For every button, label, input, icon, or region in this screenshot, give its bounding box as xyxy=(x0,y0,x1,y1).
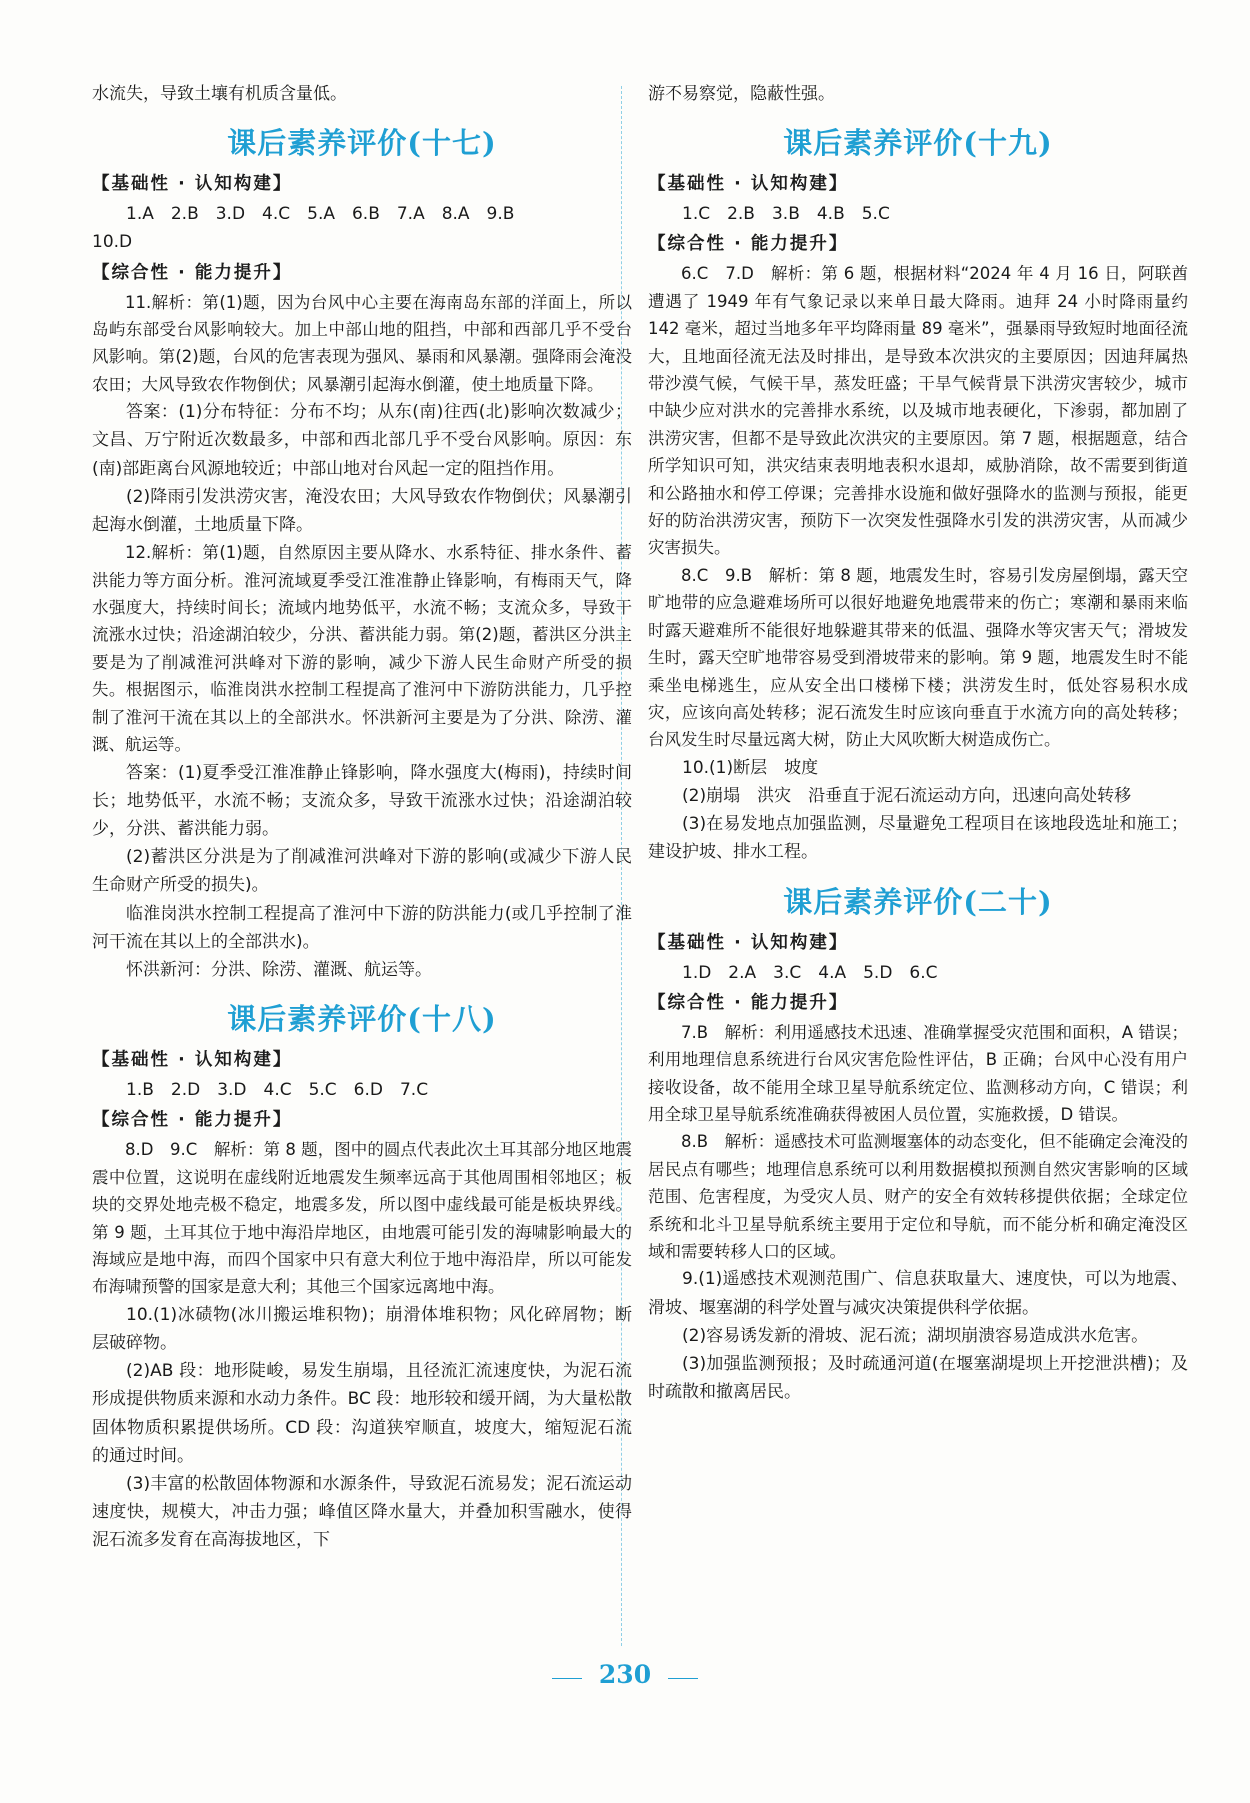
q12-answer-3: 临淮岗洪水控制工程提高了淮河中下游的防洪能力(或几乎控制了淮河干流在其以上的全部洪水)。 xyxy=(92,903,632,952)
page-number: 230 xyxy=(598,1660,652,1689)
q12-answer-2: (2)蓄洪区分洪是为了削减淮河洪峰对下游的影响(或减少下游人民生命财产所受的损失)。 xyxy=(92,847,632,896)
basic-answers: 1.C 2.B 3.B 4.B 5.C xyxy=(682,204,890,225)
basic-answers: 1.B 2.D 3.D 4.C 5.C 6.D 7.C xyxy=(126,1080,429,1101)
q10-answer-1: 10.(1)断层 坡度 xyxy=(682,757,819,778)
q9-answer-1: 9.(1)遥感技术观测范围广、信息获取量大、速度快，可以为地震、滑坡、堰塞湖的科学处置与减灾决策提供科学依据。 xyxy=(648,1269,1188,1318)
q9-answer-2: (2)容易诱发新的滑坡、泥石流；湖坝崩溃容易造成洪水危害。 xyxy=(682,1325,1149,1346)
q10-answer-3: (3)丰富的松散固体物源和水源条件，导致泥石流易发；泥石流运动速度快，规模大，冲击力强；峰值区降水量大，并叠加积雪融水，使得泥石流多发育在高海拔地区，下 xyxy=(92,1473,632,1551)
continued-text: 游不易察觉，隐蔽性强。 xyxy=(648,84,835,104)
left-column xyxy=(92,80,632,1555)
comprehensive-label: 【综合性 · 能力提升】 xyxy=(92,1110,293,1131)
basic-answers: 1.D 2.A 3.C 4.A 5.D 6.C xyxy=(682,962,938,983)
basic-label: 【基础性 · 认知构建】 xyxy=(648,932,849,953)
section-title-17: 课后素养评价(十七) xyxy=(227,126,497,161)
section-title-18: 课后素养评价(十八) xyxy=(227,1002,497,1037)
comprehensive-label: 【综合性 · 能力提升】 xyxy=(648,234,849,255)
q10-answer-3: (3)在易发地点加强监测，尽量避免工程项目在该地段选址和施工；建设护坡、排水工程。 xyxy=(648,814,1188,863)
q10-answer-2: (2)崩塌 洪灾 沿垂直于泥石流运动方向，迅速向高处转移 xyxy=(682,785,1132,806)
footer-rule-right xyxy=(668,1678,698,1679)
q11-answer-1: 答案：(1)分布特征：分布不均；从东(南)往西(北)影响次数减少；文昌、万宁附近次数最多，中部和西北部几乎不受台风影响。原因：东(南)部距离台风源地较近；中部山地对台风起一定的阻挡作用。 xyxy=(92,402,632,479)
basic-answers: 1.A 2.B 3.D 4.C 5.A 6.B 7.A 8.A 9.B xyxy=(126,204,515,225)
q9-answer-3: (3)加强监测预报；及时疏通河道(在堰塞湖堤坝上开挖泄洪槽)；及时疏散和撤离居民。 xyxy=(648,1354,1188,1403)
q10-answer-1: 10.(1)冰碛物(冰川搬运堆积物)；崩滑体堆积物；风化碎屑物；断层破碎物。 xyxy=(92,1304,632,1353)
q12-answer-4: 怀洪新河：分洪、除涝、灌溉、航运等。 xyxy=(126,959,432,980)
basic-answers-cont: 10.D xyxy=(92,232,133,253)
page-footer xyxy=(0,1660,1250,1689)
q10-answer-2: (2)AB 段：地形陡峻，易发生崩塌，且径流汇流速度快，为泥石流形成提供物质来源和水动力条件。BC 段：地形较和缓开阔，为大量松散固体物质积累提供场所。CD 段：沟道狭窄顺直，坡度大，缩短泥石流的通过时间。 xyxy=(92,1361,632,1466)
q7-analysis: 7.B 解析：利用遥感技术迅速、准确掌握受灾范围和面积，A 错误；利用地理信息系统进行台风灾害危险性评估，B 正确；台风中心没有用户接收设备，故不能用全球卫星导航系统定位、监测移动方向，C 错误；利用全球卫星导航系统准确获得被困人员位置，实施救援，D 错误。 xyxy=(648,1022,1188,1124)
q12-answer-1: 答案：(1)夏季受江淮准静止锋影响，降水强度大(梅雨)，持续时间长；地势低平，水流不畅；支流众多，导致干流涨水过快；沿途湖泊较少，分洪、蓄洪能力弱。 xyxy=(92,762,632,839)
q6-7-analysis: 6.C 7.D 解析：第 6 题，根据材料“2024 年 4 月 16 日，阿联酋遭遇了 1949 年有气象记录以来单日最大降雨。迪拜 24 小时降雨量约 142 毫米，超过当地多年平均降雨量 89 毫米”，强暴雨导致短时地面径流大，且地面径流无法及时排出，是导致本次洪灾的主要原因；因迪拜属热带沙漠气候，气候干旱，蒸发旺盛；干旱气候背景下洪涝灾害较少，城市中缺少应对洪水的完善排水系统，以及城市地表硬化，下渗弱，都加剧了洪涝灾害，但都不是导致此次洪灾的主要原因。第 7 题，根据题意，结合所学知识可知，洪灾结束表明地表积水退却，威胁消除，故不需要到街道和公路抽水和停工停课；完善排水设施和做好强降水的监测与预报，能更好的防治洪涝灾害，预防下一次突发性强降水引发的洪涝灾害，从而减少灾害损失。 xyxy=(648,264,1188,558)
q11-answer-2: (2)降雨引发洪涝灾害，淹没农田；大风导致农作物倒伏；风暴潮引起海水倒灌，土地质量下降。 xyxy=(92,486,632,536)
basic-label: 【基础性 · 认知构建】 xyxy=(648,174,849,195)
comprehensive-label: 【综合性 · 能力提升】 xyxy=(648,992,849,1013)
footer-rule-left xyxy=(552,1678,582,1679)
q12-analysis: 12.解析：第(1)题，自然原因主要从降水、水系特征、排水条件、蓄洪能力等方面分析。淮河流域夏季受江淮准静止锋影响，有梅雨天气，降水强度大，持续时间长；流域内地势低平，水流不畅；支流众多，导致干流涨水过快；沿途湖泊较少，分洪、蓄洪能力弱。第(2)题，蓄洪区分洪主要是为了削减淮河洪峰对下游的影响，减少下游人民生命财产所受的损失。根据图示，临淮岗洪水控制工程提高了淮河中下游防洪能力，几乎控制了淮河干流在其以上的全部洪水。怀洪新河主要是为了分洪、除涝、灌溉、航运等。 xyxy=(92,543,632,755)
section-title-19: 课后素养评价(十九) xyxy=(783,126,1053,161)
basic-label: 【基础性 · 认知构建】 xyxy=(92,174,293,195)
continued-text: 水流失，导致土壤有机质含量低。 xyxy=(92,84,347,104)
q11-analysis: 11.解析：第(1)题，因为台风中心主要在海南岛东部的洋面上，所以岛屿东部受台风影响较大。加上中部山地的阻挡，中部和西部几乎不受台风影响。第(2)题，台风的危害表现为强风、暴雨和风暴潮。强降雨会淹没农田；大风导致农作物倒伏；风暴潮引起海水倒灌，使土地质量下降。 xyxy=(92,292,632,394)
right-column xyxy=(648,80,1188,1406)
q8-9-analysis: 8.D 9.C 解析：第 8 题，图中的圆点代表此次土耳其部分地区地震震中位置，这说明在虚线附近地震发生频率远高于其他周围相邻地区；板块的交界处地壳极不稳定，地震多发，所以图中虚线最可能是板块界线。第 9 题，土耳其位于地中海沿岸地区，由地震可能引发的海啸影响最大的海域应是地中海，而四个国家中只有意大利位于地中海沿岸，所以可能发布海啸预警的国家是意大利；其他三个国家远离地中海。 xyxy=(92,1140,632,1297)
comprehensive-label: 【综合性 · 能力提升】 xyxy=(92,262,293,283)
section-title-20: 课后素养评价(二十) xyxy=(783,884,1053,919)
q8-9-analysis: 8.C 9.B 解析：第 8 题，地震发生时，容易引发房屋倒塌，露天空旷地带的应急避难场所可以很好地避免地震带来的伤亡；寒潮和暴雨来临时露天避难所不能很好地躲避其带来的低温、强降水等灾害天气；滑坡发生时，露天空旷地带容易受到滑坡带来的影响。第 9 题，地震发生时不能乘坐电梯逃生，应从安全出口楼梯下楼；洪涝发生时，低处容易积水成灾，应该向高处转移；泥石流发生时应该向垂直于水流方向的高处转移；台风发生时尽量远离大树，防止大风吹断大树造成伤亡。 xyxy=(648,565,1188,750)
basic-label: 【基础性 · 认知构建】 xyxy=(92,1050,293,1071)
q8-analysis: 8.B 解析：遥感技术可监测堰塞体的动态变化，但不能确定会淹没的居民点有哪些；地理信息系统可以利用数据模拟预测自然灾害影响的区域范围、危害程度，为受灾人员、财产的安全有效转移提供依据；全球定位系统和北斗卫星导航系统主要用于定位和导航，而不能分析和确定淹没区域和需要转移人口的区域。 xyxy=(648,1132,1188,1261)
